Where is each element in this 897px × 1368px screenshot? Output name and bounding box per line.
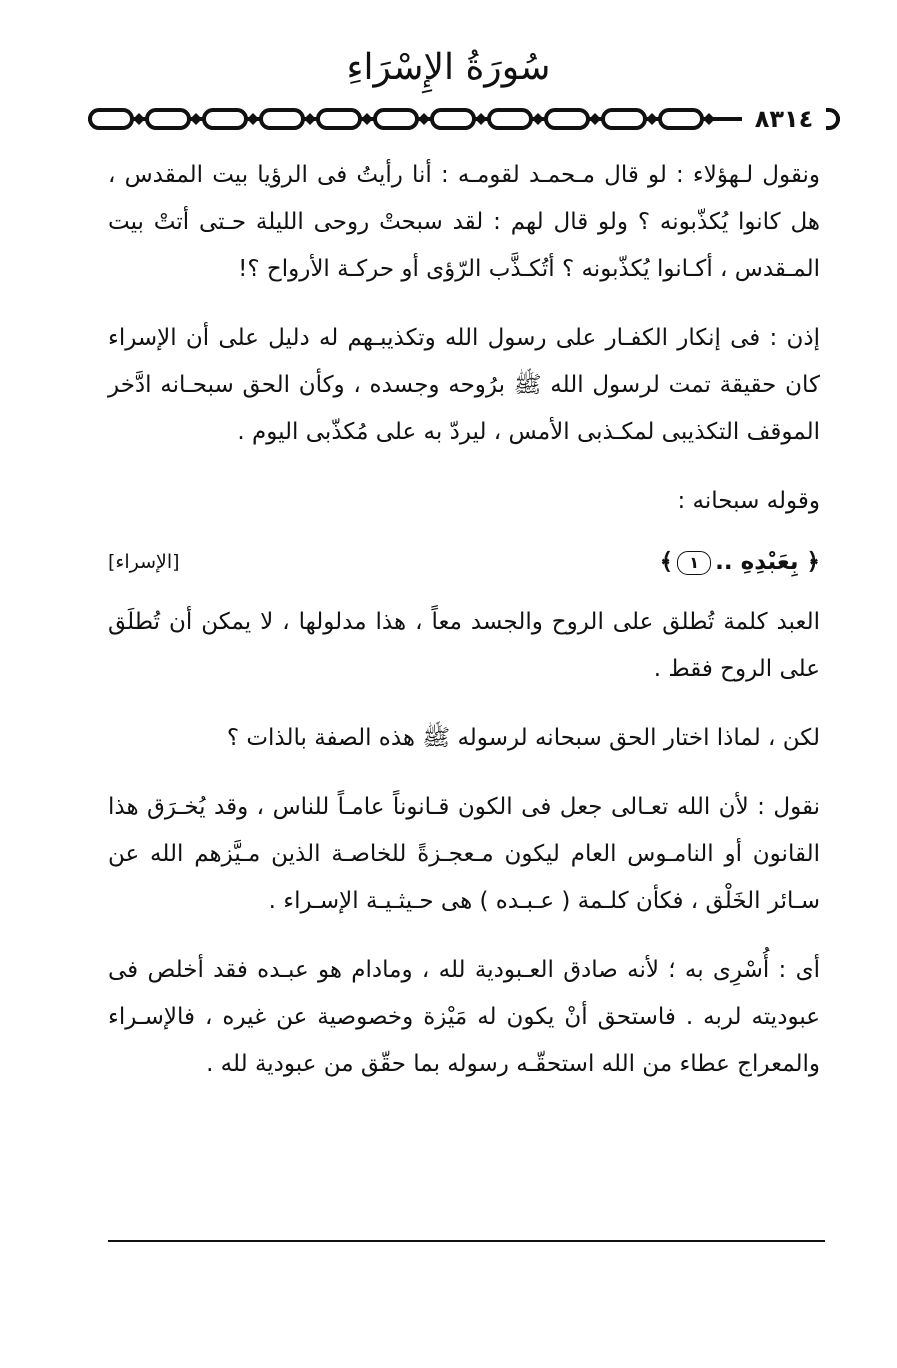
paragraph-1: ونقول لـهؤلاء : لو قال مـحمـد لقومـه : أنا رأيتُ فى الرؤيا بيت المقدس ، هل كانوا يُكذّبونه ؟ ولو قال لهم : لقد سبحتْ روحى الليلة حـتى أتتْ بيت المـقدس ، أكـانوا يُكذّبونه ؟ أتُكـذَّب الرّؤى أو حركـة الأرواح ؟! xyxy=(108,162,820,282)
surah-title: سُورَةُ الإِسْرَاءِ xyxy=(346,47,551,88)
quran-verse xyxy=(660,549,820,575)
verse-reference: [الإسراء] xyxy=(108,551,180,573)
paragraph-4: العبد كلمة تُطلق على الروح والجسد معاً ، هذا مدلولها ، لا يمكن أن تُطلَق على الروح فقط . xyxy=(108,609,820,682)
verse-text-close: ﴾ xyxy=(659,549,674,575)
main-text xyxy=(108,152,820,1110)
paragraph-6: نقول : لأن الله تعـالى جعل فى الكون قـانوناً عامـاً للناس ، وقد يُخـرَق هذا القانون أو النامـوس العام ليكون مـعجـزةً للخاصـة الذين مـيَّزهم الله عن سـائر الخَلْق ، فكأن كلـمة ( عـبـده ) هى حـيثـيـة الإسـراء . xyxy=(108,794,820,914)
paragraph-2: إذن : فى إنكار الكفـار على رسول الله وتكذيبـهم له دليل على أن الإسراء كان حقيقة تمت لرسول الله ﷺ برُوحه وجسده ، وكأن الحق سبحـانه ادَّخر الموقف التكذيبى لمكـذبى الأمس ، ليردّ به على مُكذّبى اليوم . xyxy=(108,325,820,445)
chain-ornament xyxy=(80,98,848,140)
verse-number-badge: ١ xyxy=(677,551,711,575)
verse-text-open: ﴿ بِعَبْدِهِ .. xyxy=(715,549,820,575)
paragraph-5: لكن ، لماذا اختار الحق سبحانه لرسوله ﷺ هذه الصفة بالذات ؟ xyxy=(226,725,820,751)
page-number: ٨٣١٤ xyxy=(742,98,826,140)
quran-verse-line xyxy=(108,539,820,585)
paragraph-3: وقوله سبحانه : xyxy=(677,488,820,514)
header-ornament-band xyxy=(80,98,848,140)
paragraph-7: أى : أُسْرِى به ؛ لأنه صادق العـبودية لله ، ومادام هو عبـده فقد أخلص فى عبوديته لربه . فاستحق أنْ يكون له مَيْزة وخصوصية عن غيره ، فالإسـراء والمعراج عطاء من الله استحقّـه رسوله بما حقّق من عبودية لله . xyxy=(108,957,820,1077)
footer-rule xyxy=(108,1240,825,1242)
